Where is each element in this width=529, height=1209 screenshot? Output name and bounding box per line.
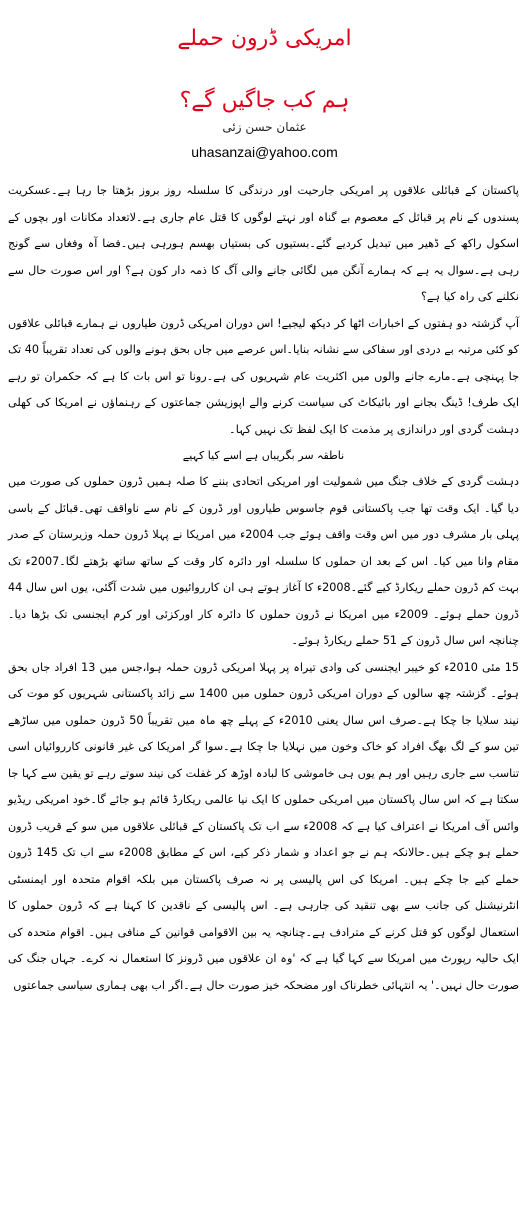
paragraph-3: دہشت گردی کے خلاف جنگ میں شمولیت اور امریکی اتحادی بننے کا صلہ ہمیں ڈرون حملوں کی صورت میں دیا گیا۔ ایک وقت تھا جب پاکستانی قوم جاسوس طیاروں اور ڈرون کے نام سے ناواقف تھی۔قبائل کے باسی پہلی بار مشرف دور میں اس وقت واقف ہوئے جب 2004ء میں امریکا نے پہلا ڈرون حملہ وزیرستان کے صدر مقام وانا میں کیا۔ اس کے بعد ان حملوں کا سلسلہ اور دائرہ کار وقت کے ساتھ ساتھ بڑھتے لگا۔2007ء تک بہت کم ڈرون حملے ریکارڈ کیے گئے۔2008ء کا آغاز ہوتے ہی ان کارروائیوں میں شدت آگئی، یوں اس سال 44 ڈرون حملے ہوئے۔ 2009ء میں امریکا نے ڈرون حملوں کا دائرہ کار اورکزئی اور کرم ایجنسی تک بڑھا دیا۔چنانچہ اس سال ڈرون کے 51 حملے ریکارڈ ہوئے۔ [8,475,520,647]
paragraph-1: پاکستان کے قبائلی علاقوں پر امریکی جارحیت اور درندگی کا سلسلہ روز بروز بڑھتا جا رہا ہے۔عسکریت پسندوں کے نام پر قبائل کے معصوم بے گناہ اور نہتے لوگوں کا قتل عام جاری ہے۔لاتعداد مکانات اور بچوں کے اسکول راکھ کے ڈھیر میں تبدیل کردیے گئے۔بستیوں کی بستیاں بھسم ہورہی ہیں۔فضا آہ وفغاں سے گونج رہی ہے۔سوال یہ ہے کہ ہمارے آنگن میں لگائی جانے والی آگ کا ذمہ دار کون ہے؟ اور اس صورت حال سے نکلنے کی راہ کیا ہے؟ [8,184,519,303]
article-title-line2: ہم کب جاگیں گے؟ [179,88,350,113]
verse-line: ناطقہ سر بگریباں ہے اسے کیا کہیے [182,449,345,462]
author-name: عثمان حسن زئی [222,120,307,134]
paragraph-4: 15 مئی 2010ء کو خیبر ایجنسی کی وادی تیراہ پر پہلا امریکی ڈرون حملہ ہوا،جس میں 13 افراد جاں بحق ہوئے۔ گزشتہ چھ سالوں کے دوران امریکی ڈرون حملوں میں 1400 سے زائد پاکستانی شہریوں کو موت کی نیند سلایا جا چکا ہے۔صرف اس سال یعنی 2010ء کے پہلے چھ ماہ میں تقریباً 50 ڈرون حملوں میں ساڑھے تین سو کے لگ بھگ افراد کو خاک وخون میں نہلایا جا چکا ہے۔سوا گر امریکا کی غیر قانونی کارروائیاں اسی تناسب سے جاری رہیں اور ہم یوں ہی خاموشی کا لبادہ اوڑھ کر غفلت کی نیند سوتے رہے تو یقین سے کہا جا سکتا ہے کہ اس سال پاکستان میں امریکی حملوں کا ایک نیا عالمی ریکارڈ قائم ہو جائے گا۔خود امریکی ریڈیو وائس آف امریکا نے اعتراف کیا ہے کہ 2008ء سے اب تک پاکستان کے قبائلی علاقوں میں سو کے قریب ڈرون حملے ہو چکے ہیں۔حالانکہ ہم نے جو اعداد و شمار ذکر کیے، اس کے مطابق 2008ء سے اب تک 145 ڈرون حملے کیے جا چکے ہیں۔ امریکا کی اس پالیسی پر نہ صرف پاکستان میں بلکہ اقوام متحدہ اور ایمنسٹی انٹرنیشنل کی جانب سے بھی تنقید کی جارہی ہے۔ اس پالیسی کے ناقدین کا کہنا ہے کہ ڈرون حملوں کا استعمال لوگوں کو قتل کرنے کے مترادف ہے۔چنانچہ یہ بین الاقوامی قوانین کے منافی ہیں۔ اقوام متحدہ کی ایک حالیہ رپورٹ میں امریکا سے کہا گیا ہے کہ 'وہ ان علاقوں میں ڈرونز کا استعمال نہ کرے۔ جہاں جنگ کی صورت حال نہیں۔' یہ انتہائی خطرناک اور مضحکہ خیز صورت حال ہے۔اگر اب بھی ہماری سیاسی جماعتوں [8,660,519,992]
author-email: uhasanzai@yahoo.com [191,144,338,160]
article-title-line1: امریکی ڈرون حملے [177,26,352,51]
paragraph-2: آپ گزشتہ دو ہفتوں کے اخبارات اٹھا کر دیکھ لیجیے! اس دوران امریکی ڈرون طیاروں نے ہمارے قبائلی علاقوں کو کئی مرتبہ بے دردی اور سفاکی سے نشانہ بنایا۔اس عرصے میں جاں بحق ہونے والوں کی تعداد تقریباً 40 تک جا پہنچی ہے۔مارے جانے والوں میں اکثریت عام شہریوں کی ہے۔رونا تو اس بات کا ہے کہ حکمران تو رہے ایک طرف! ڈینگ بجانے اور بائیکاٹ کی سیاست کرنے والے اپوزیشن جماعتوں کے رہنماؤں نے امریکا کی کھلی دہشت گردی اور دراندازی پر مذمت کا ایک لفظ تک نہیں کہا۔ [8,316,519,436]
article-body [8,178,519,999]
